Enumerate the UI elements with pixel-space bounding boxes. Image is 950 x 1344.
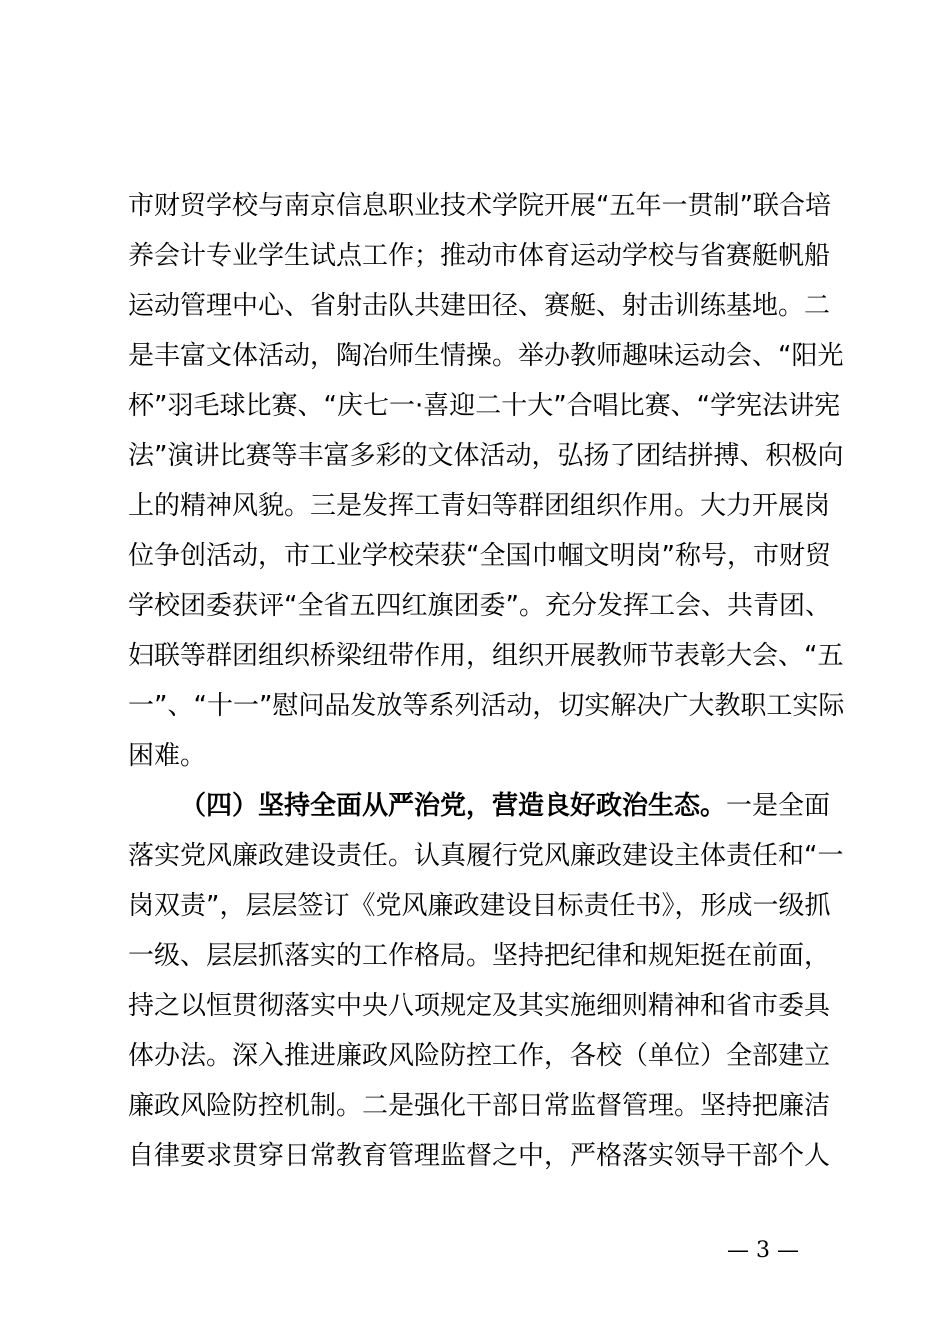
text-line: 上的精神风貌。三是发挥工青妇等群团组织作用。大力开展岗: [128, 491, 831, 521]
text-line: 体办法。深入推进廉政风险防控工作，各校（单位）全部建立: [128, 1041, 831, 1071]
text-line: 是丰富文体活动，陶冶师生情操。举办教师趣味运动会、“阳光: [128, 341, 844, 371]
text-line: 一级、层层抓落实的工作格局。坚持把纪律和规矩挺在前面，: [128, 941, 831, 971]
text-line: 岗双责”，层层签订《党风廉政建设目标责任书》，形成一级抓: [128, 891, 831, 921]
text-line: 持之以恒贯彻落实中央八项规定及其实施细则精神和省市委具: [128, 991, 831, 1021]
text-line: 位争创活动，市工业学校荣获“全国巾帼文明岗”称号，市财贸: [128, 541, 831, 571]
section-heading: （四）坚持全面从严治党，营造良好政治生态。: [180, 791, 727, 821]
page-number: — 3 —: [727, 1238, 799, 1263]
text-line: 自律要求贯穿日常教育管理监督之中，严格落实领导干部个人: [128, 1141, 831, 1171]
heading-line-rest: 一是全面: [726, 791, 831, 821]
text-line: 运动管理中心、省射击队共建田径、赛艇、射击训练基地。二: [128, 291, 831, 321]
text-line: 廉政风险防控机制。二是强化干部日常监督管理。坚持把廉洁: [128, 1091, 831, 1121]
body-text: [128, 181, 845, 1181]
text-line: 一”、“十一”慰问品发放等系列活动，切实解决广大教职工实际: [128, 691, 845, 721]
text-line: 杯”羽毛球比赛、“庆七一·喜迎二十大”合唱比赛、“学宪法讲宪: [128, 391, 841, 421]
text-line: 困难。: [128, 741, 207, 771]
text-line: 市财贸学校与南京信息职业技术学院开展“五年一贯制”联合培: [128, 191, 831, 221]
text-line: 妇联等群团组织桥梁纽带作用，组织开展教师节表彰大会、“五: [128, 641, 844, 671]
section-heading-line: [128, 781, 836, 831]
text-line: 落实党风廉政建设责任。认真履行党风廉政建设主体责任和“一: [128, 841, 844, 871]
text-line: 学校团委获评“全省五四红旗团委”。充分发挥工会、共青团、: [128, 591, 831, 621]
text-line: 养会计专业学生试点工作；推动市体育运动学校与省赛艇帆船: [128, 241, 831, 271]
text-line: 法”演讲比赛等丰富多彩的文体活动，弘扬了团结拼搏、积极向: [128, 441, 844, 471]
